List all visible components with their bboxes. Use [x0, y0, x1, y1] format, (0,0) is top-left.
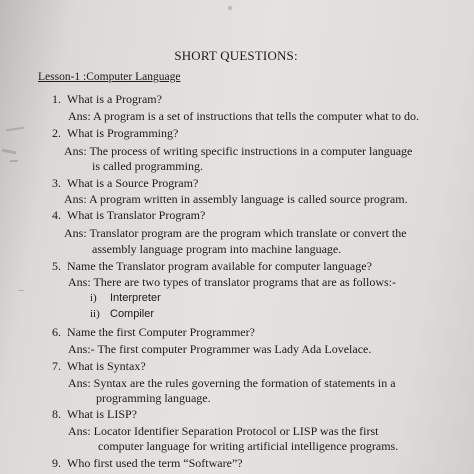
- question-9: [52, 456, 243, 471]
- answer-8-line-2: computer language for writing artificial intelligence programs.: [98, 439, 399, 453]
- question-text: What is Programming?: [67, 126, 179, 140]
- answer-3-line-1: Ans: A program written in assembly language is called source program.: [64, 192, 408, 206]
- question-number: 3.: [52, 176, 61, 190]
- question-text: What is Syntax?: [67, 359, 146, 373]
- option-marker: ii): [90, 308, 100, 320]
- question-number: 2.: [52, 126, 61, 140]
- question-6: [52, 325, 255, 340]
- question-number: 7.: [52, 359, 61, 373]
- question-number: 1.: [52, 92, 61, 106]
- question-4: [52, 208, 205, 223]
- answer-4-line-2: assembly language program into machine language.: [92, 242, 342, 256]
- answer-1-line-1: Ans: A program is a set of instructions that tells the computer what to do.: [68, 109, 419, 123]
- question-number: 4.: [52, 208, 61, 222]
- option-interpreter: [90, 292, 161, 304]
- question-2: [52, 126, 178, 141]
- option-compiler: [90, 308, 154, 320]
- question-text: Who first used the term “Software”?: [67, 456, 243, 470]
- question-8: [52, 407, 137, 422]
- question-3: [52, 176, 198, 191]
- lesson-heading: Lesson-1 :Computer Language: [38, 71, 181, 83]
- answer-5-line-1: Ans: There are two types of translator programs that are as follows:-: [68, 275, 397, 289]
- question-text: Name the Translator program available for computer language?: [67, 259, 372, 273]
- answer-7-line-1: Ans: Syntax are the rules governing the formation of statements in a: [68, 376, 396, 390]
- option-marker: i): [90, 292, 97, 304]
- question-number: 8.: [52, 407, 61, 421]
- answer-7-line-2: programming language.: [96, 391, 211, 405]
- answer-4-line-1: Ans: Translator program are the program which translate or convert the: [64, 226, 407, 240]
- answer-8-line-1: Ans: Locator Identifier Separation Protocol or LISP was the first: [68, 424, 379, 438]
- page-title: SHORT QUESTIONS:: [174, 48, 298, 63]
- question-number: 6.: [52, 325, 61, 339]
- question-number: 5.: [52, 259, 61, 273]
- option-text: Interpreter: [110, 292, 161, 304]
- question-text: Name the first Computer Programmer?: [67, 325, 255, 339]
- answer-6-line-1: Ans:- The first computer Programmer was Lady Ada Lovelace.: [68, 342, 372, 356]
- question-text: What is LISP?: [67, 407, 137, 421]
- option-text: Compiler: [110, 308, 155, 320]
- question-text: What is Translator Program?: [67, 208, 206, 222]
- question-text: What is a Program?: [67, 92, 162, 106]
- question-number: 9.: [52, 456, 61, 470]
- answer-2-line-1: Ans: The process of writing specific instructions in a computer language: [64, 144, 413, 158]
- question-7: [52, 359, 146, 374]
- answer-2-line-2: is called programming.: [92, 159, 203, 173]
- question-1: [52, 92, 162, 107]
- question-5: [52, 259, 372, 274]
- question-text: What is a Source Program?: [67, 176, 199, 190]
